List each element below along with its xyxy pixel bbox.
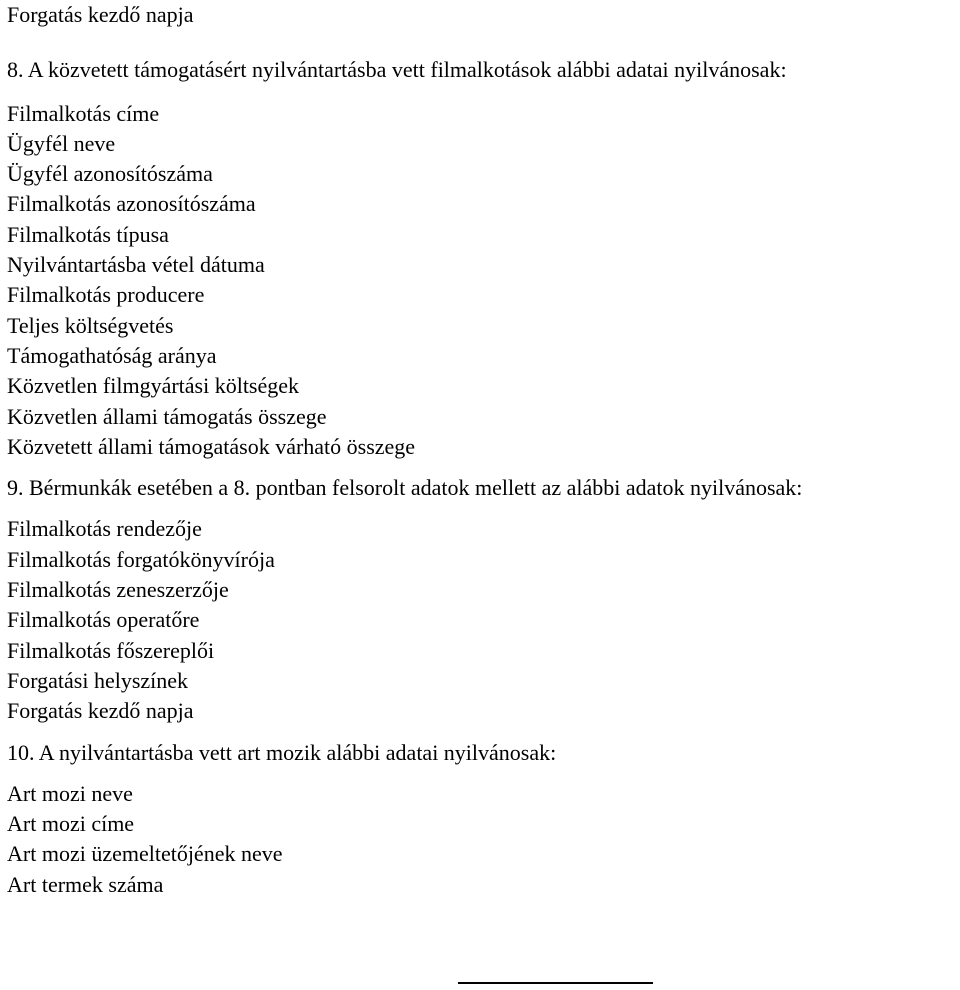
section-10-list (7, 779, 957, 900)
list-item: Ügyfél azonosítószáma (7, 161, 213, 187)
list-item: Art mozi neve (7, 780, 133, 806)
list-item: Filmalkotás rendezője (7, 516, 202, 542)
list-item: Art termek száma (7, 871, 164, 897)
list-item: Közvetlen filmgyártási költségek (7, 373, 300, 399)
section-8-list (7, 99, 957, 463)
list-item: Filmalkotás főszereplői (7, 637, 215, 663)
list-item: Filmalkotás típusa (7, 221, 169, 247)
list-item: Art mozi üzemeltetőjének neve (7, 841, 283, 867)
footnote-separator-line (458, 982, 653, 984)
section-8-heading: 8. A közvetett támogatásért nyilvántartásba vett filmalkotások alábbi adatai nyilvánosak: (7, 57, 787, 83)
section-9-list (7, 514, 957, 726)
list-item: Ügyfél neve (7, 130, 116, 156)
list-item: Közvetett állami támogatások várható összege (7, 433, 416, 459)
list-item: Filmalkotás forgatókönyvírója (7, 546, 275, 572)
continued-item: Forgatás kezdő napja (7, 2, 194, 27)
list-item: Filmalkotás zeneszerzője (7, 577, 229, 603)
list-item: Filmalkotás azonosítószáma (7, 191, 256, 217)
section-9-heading: 9. Bérmunkák esetében a 8. pontban felsorolt adatok mellett az alábbi adatok nyilvánosak: (7, 475, 803, 501)
section-10-heading: 10. A nyilvántartásba vett art mozik alábbi adatai nyilvánosak: (7, 739, 557, 765)
list-item: Filmalkotás producere (7, 282, 205, 308)
document-page (7, 0, 957, 900)
list-item: Art mozi címe (7, 811, 135, 837)
list-item: Forgatási helyszínek (7, 667, 189, 693)
list-item: Közvetlen állami támogatás összege (7, 403, 327, 429)
list-item: Filmalkotás operatőre (7, 607, 200, 633)
list-item: Filmalkotás címe (7, 100, 160, 126)
list-item: Forgatás kezdő napja (7, 698, 194, 724)
list-item: Támogathatóság aránya (7, 342, 217, 368)
list-item: Teljes költségvetés (7, 312, 174, 338)
list-item: Nyilvántartásba vétel dátuma (7, 252, 265, 278)
